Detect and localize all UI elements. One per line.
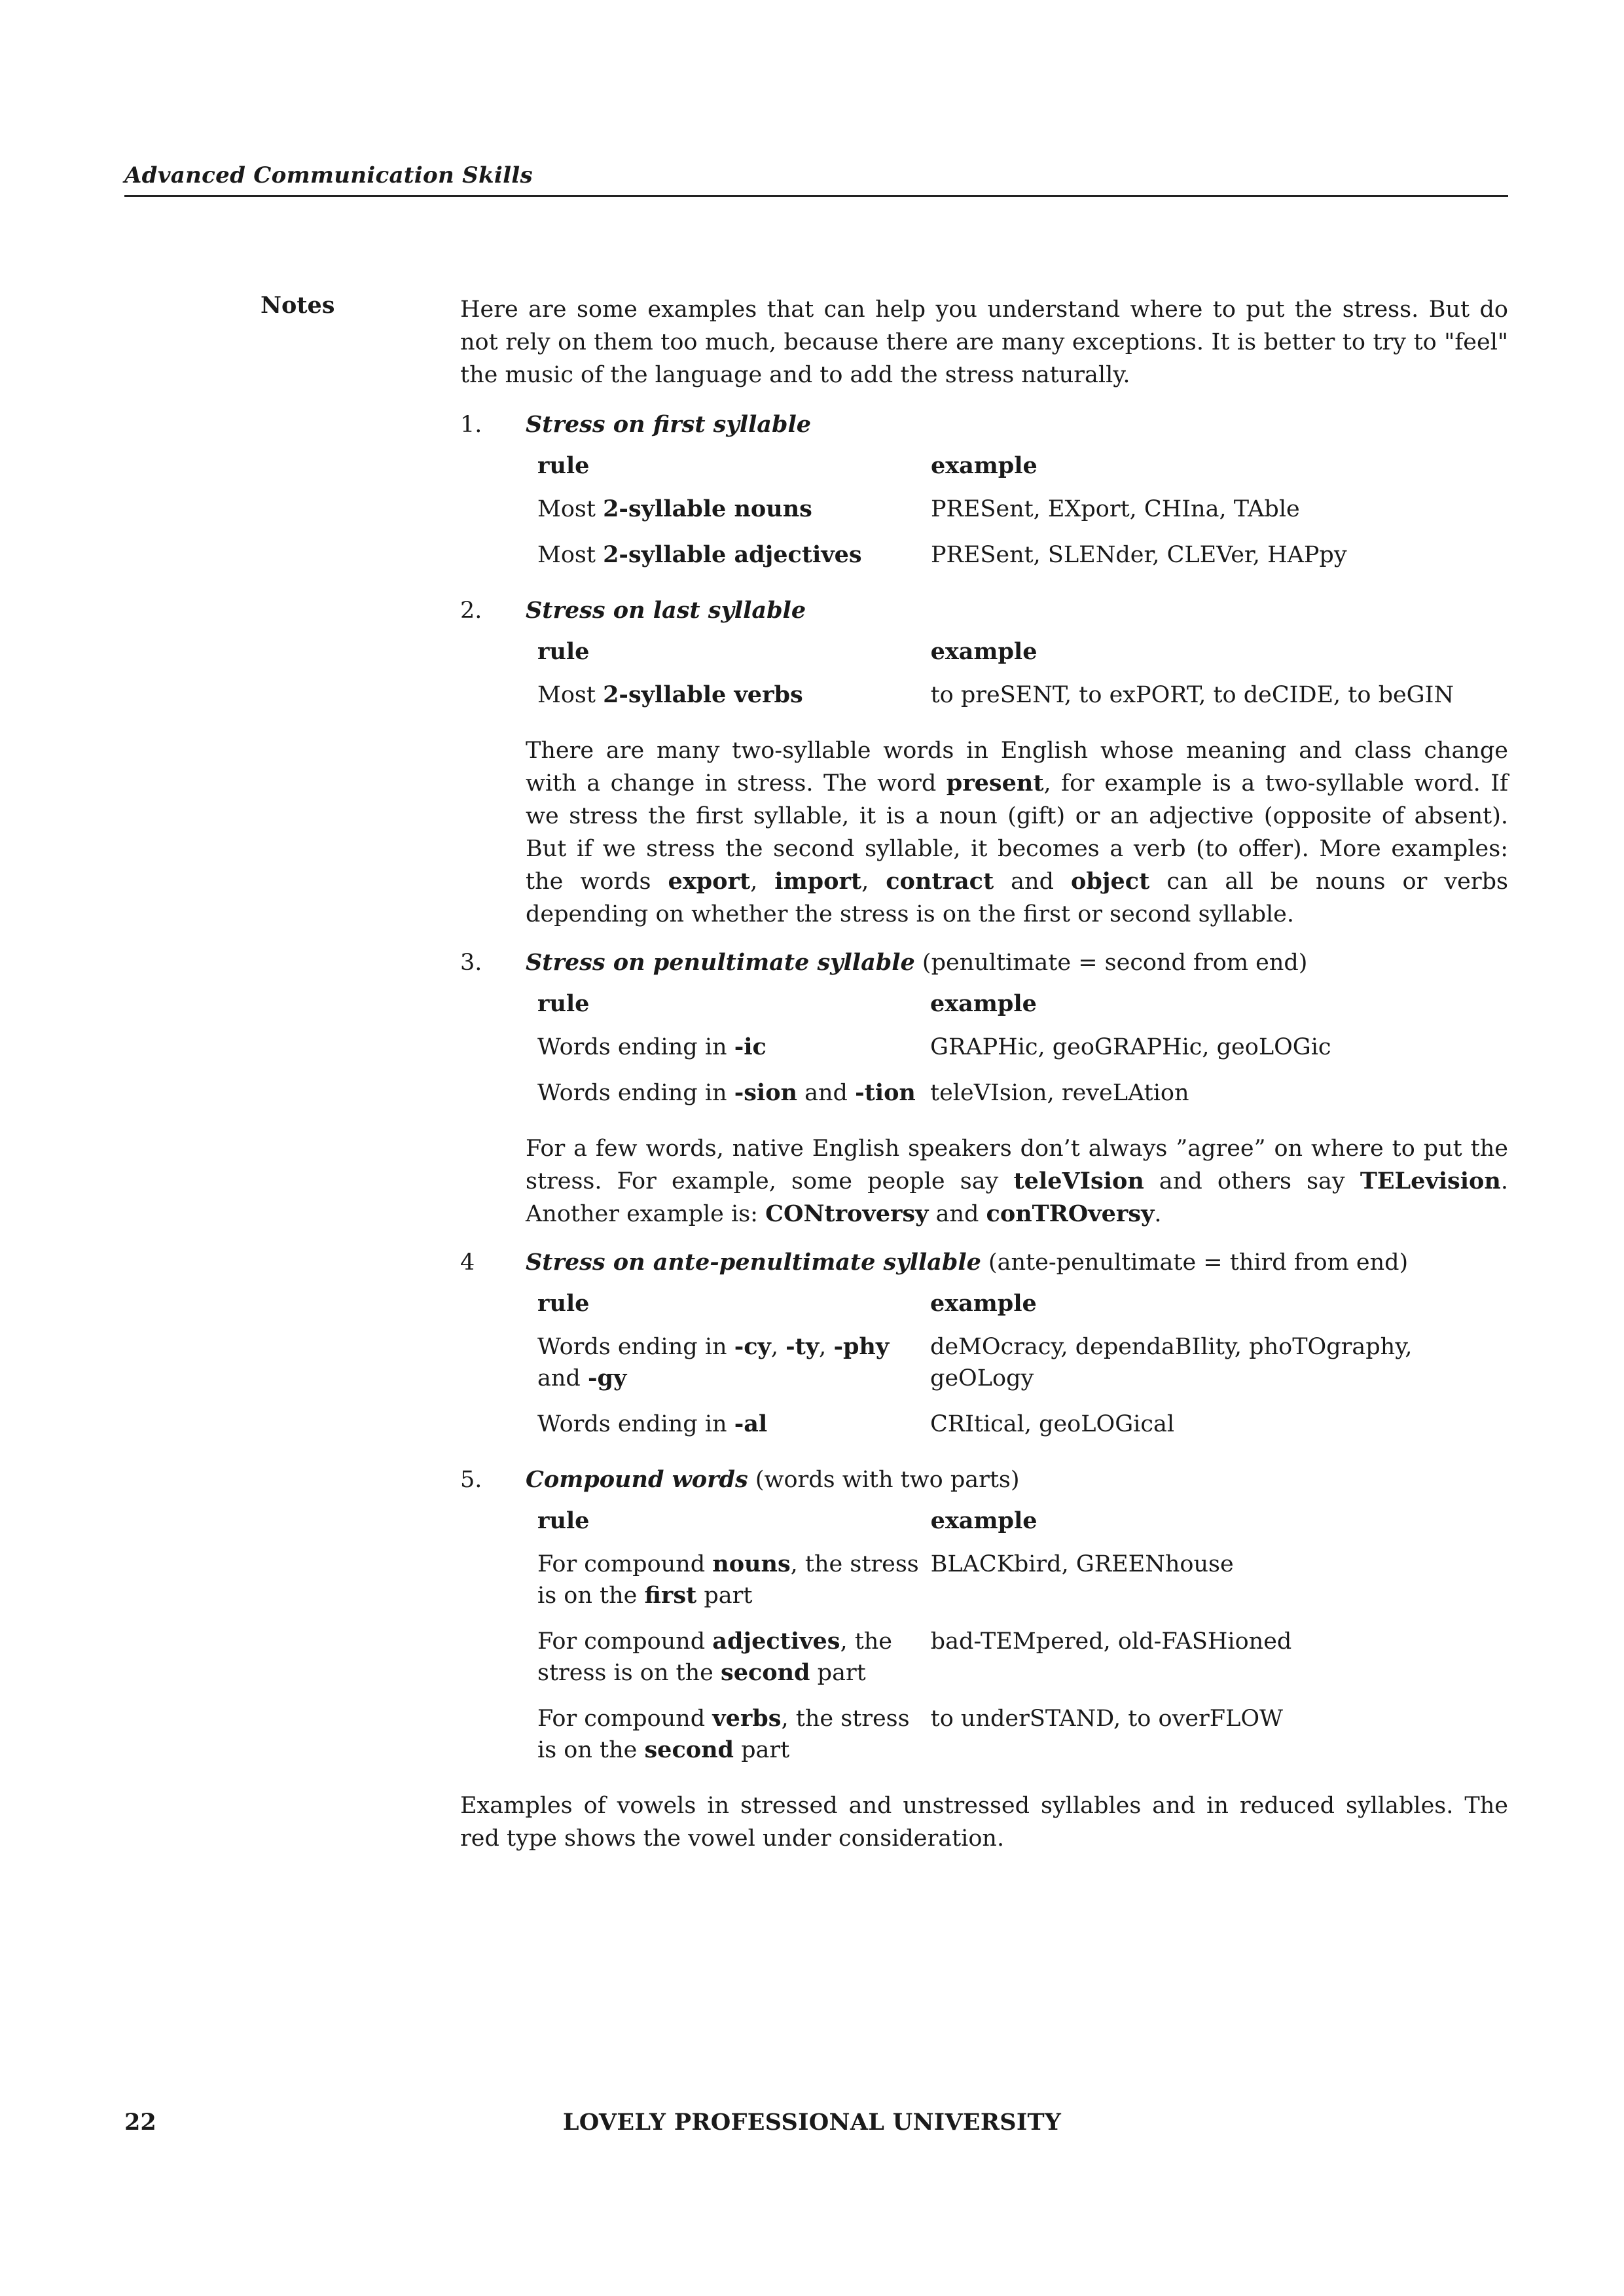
section-note: (words with two parts) xyxy=(748,1467,1020,1493)
table-row xyxy=(526,539,1494,585)
section-title: Stress on last syllable xyxy=(526,597,806,624)
footer-university: LOVELY PROFESSIONAL UNIVERSITY xyxy=(562,2109,1062,2136)
section-5-heading xyxy=(460,1463,1508,1496)
rule-cell: Words ending in -ic xyxy=(537,1033,767,1060)
example-cell: deMOcracy, dependaBIlity, phoTOgraphy, geOLogy xyxy=(929,1334,1413,1391)
rule-cell: Words ending in -sion and -tion xyxy=(537,1079,916,1106)
section-3-table xyxy=(526,988,1494,1123)
section-4-heading xyxy=(460,1246,1508,1279)
closing-paragraph: Examples of vowels in stressed and unstressed syllables and in reduced syllables. The red type shows the vowel under consideration. xyxy=(460,1793,1508,1852)
example-header: example xyxy=(929,1290,1037,1317)
rule-cell: Words ending in -al xyxy=(537,1410,768,1437)
rule-header: rule xyxy=(537,1290,590,1317)
example-cell: PRESent, SLENder, CLEVer, HAPpy xyxy=(930,542,1347,568)
rule-cell: For compound verbs, the stress is on the second part xyxy=(537,1705,910,1763)
section-title: Stress on ante-penultimate syllable xyxy=(526,1249,981,1276)
rule-cell: Most 2-syllable adjectives xyxy=(537,541,862,568)
example-cell: CRItical, geoLOGical xyxy=(929,1411,1175,1437)
rule-cell: Most 2-syllable verbs xyxy=(537,681,803,708)
section-3-heading xyxy=(460,946,1508,979)
intro-paragraph: Here are some examples that can help you understand where to put the stress. But do not rely on them too much, because there are many exceptions. It is better to try to "feel" the music of the language and to add the stress naturally. xyxy=(460,296,1508,388)
rule-cell: For compound adjectives, the stress is on the second part xyxy=(537,1628,893,1686)
example-cell: to preSENT, to exPORT, to deCIDE, to beGIN xyxy=(930,682,1454,708)
section-note: (ante-penultimate = third from end) xyxy=(981,1249,1409,1276)
table-row xyxy=(526,493,1494,539)
section-number: 3. xyxy=(460,950,482,976)
section-number: 4 xyxy=(460,1249,475,1276)
section-2-paragraph: There are many two-syllable words in English whose meaning and class change with a change in stress. The word present, for example is a two-syllable word. If we stress the first syllable, it is a noun (gift) or an adjective (opposite of absent). But if we stress the second syllable, it becomes a verb (to offer). More examples: the words export, import, contract and object can all be nouns or verbs depending on whether the stress is on the first or second syllable. xyxy=(526,738,1508,927)
table-row xyxy=(526,1703,1494,1780)
rule-header: rule xyxy=(537,990,590,1017)
table-header-row xyxy=(526,1505,1494,1549)
section-title: Stress on penultimate syllable xyxy=(526,949,915,976)
table-header-row xyxy=(526,636,1494,679)
rule-header: rule xyxy=(537,452,590,479)
rule-cell: Words ending in -cy, -ty, -phy and -gy xyxy=(537,1333,890,1391)
section-3-paragraph: For a few words, native English speakers don’t always ”agree” on where to put the stress. For example, some people say teleVIsion and others say TELevision. Another example is: CONtroversy and conTROversy. xyxy=(526,1136,1508,1227)
main-content xyxy=(460,293,1508,1872)
example-cell: to underSTAND, to overFLOW xyxy=(930,1706,1283,1732)
example-header: example xyxy=(930,990,1037,1017)
header-title: Advanced Communication Skills xyxy=(124,162,533,188)
section-number: 2. xyxy=(460,598,482,624)
section-number: 5. xyxy=(460,1467,482,1493)
table-header-row xyxy=(526,450,1494,493)
table-row xyxy=(526,679,1494,725)
table-row xyxy=(526,1031,1494,1077)
example-cell: BLACKbird, GREENhouse xyxy=(930,1551,1234,1577)
rule-header: rule xyxy=(537,1507,590,1534)
section-5-table xyxy=(526,1505,1494,1780)
section-title: Compound words xyxy=(526,1466,748,1493)
example-cell: PRESent, EXport, CHIna, TAble xyxy=(930,496,1300,522)
example-cell: teleVIsion, reveLAtion xyxy=(930,1080,1189,1106)
section-2-heading xyxy=(460,594,1508,627)
table-header-row xyxy=(526,1288,1494,1331)
section-1-heading xyxy=(460,408,1508,441)
example-cell: GRAPHic, geoGRAPHic, geoLOGic xyxy=(930,1034,1331,1060)
section-number: 1. xyxy=(460,412,482,438)
example-cell: bad-TEMpered, old-FASHioned xyxy=(930,1628,1292,1655)
running-header xyxy=(124,162,1508,197)
example-header: example xyxy=(930,1507,1038,1534)
rule-cell: For compound nouns, the stress is on the first part xyxy=(537,1551,919,1609)
section-4-table xyxy=(526,1288,1494,1454)
section-1-table xyxy=(526,450,1494,585)
table-row xyxy=(526,1331,1494,1408)
table-row xyxy=(526,1077,1494,1123)
table-row xyxy=(526,1408,1494,1454)
table-row xyxy=(526,1549,1494,1626)
section-2-table xyxy=(526,636,1494,725)
rule-cell: Most 2-syllable nouns xyxy=(537,495,812,522)
example-header: example xyxy=(930,638,1038,665)
notes-margin-label: Notes xyxy=(261,292,335,319)
section-note: (penultimate = second from end) xyxy=(914,950,1308,976)
page-number: 22 xyxy=(124,2109,156,2136)
rule-header: rule xyxy=(537,638,590,665)
table-header-row xyxy=(526,988,1494,1031)
example-header: example xyxy=(930,452,1038,479)
section-title: Stress on first syllable xyxy=(526,411,812,438)
table-row xyxy=(526,1626,1494,1703)
